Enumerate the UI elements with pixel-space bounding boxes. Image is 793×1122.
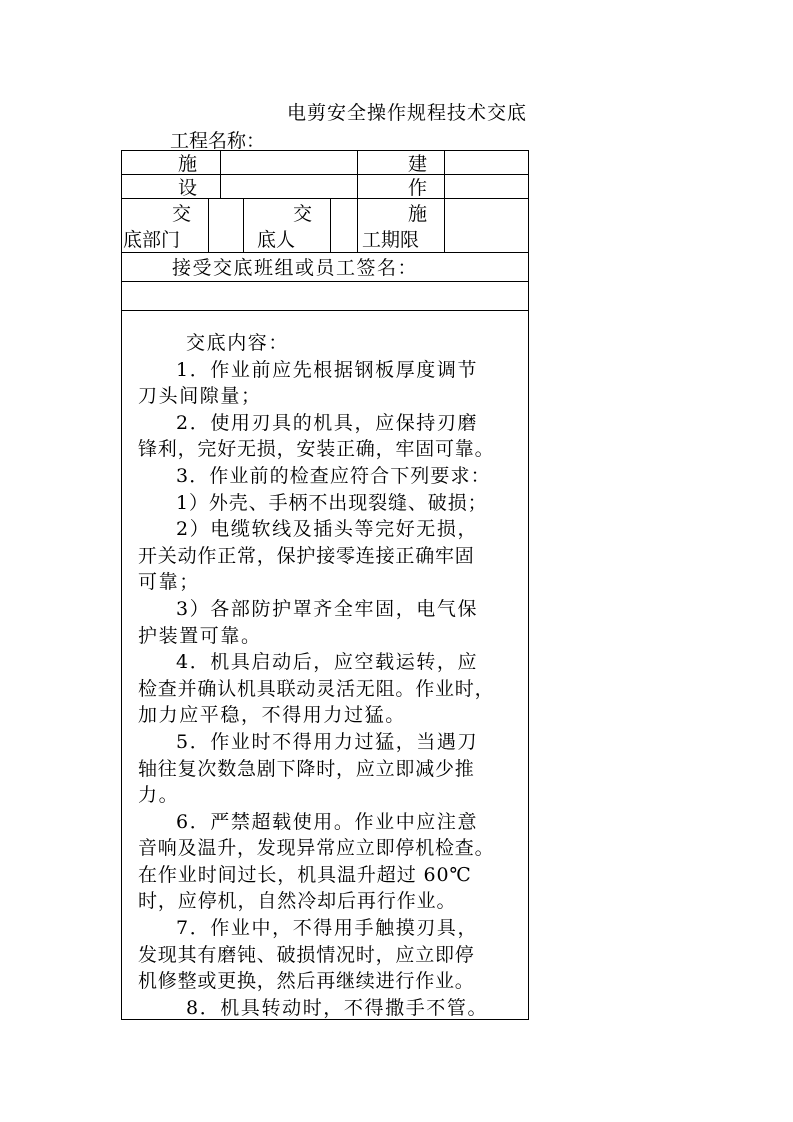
content-line: 1）外壳、手柄不出现裂缝、破损； [176, 491, 488, 514]
document-title: 电剪安全操作规程技术交底 [287, 102, 528, 124]
content-line: 2．使用刃具的机具，应保持刃磨 [176, 411, 479, 434]
content-line: 时，应停机，自然冷却后再行作业。 [138, 890, 457, 913]
table-line [121, 281, 529, 282]
content-line: 8．机具转动时，不得撒手不管。 [186, 996, 489, 1019]
table-line [357, 198, 358, 252]
construction-unit-label-2: 设 [178, 177, 198, 199]
content-line: 5．作业时不得用力过猛，当遇刀 [176, 730, 479, 753]
content-line: 护装置可靠。 [138, 624, 262, 647]
content-line: 轴往复次数急剧下降时，应立即减少推 [138, 757, 475, 780]
content-line: 6．严禁超载使用。作业中应注意 [176, 810, 479, 833]
content-line: 发现其有磨钝、破损情况时，应立即停 [138, 943, 475, 966]
content-line: 力。 [138, 784, 180, 807]
content-line: 在作业时间过长，机具温升超过 60℃ [138, 863, 472, 886]
table-line [357, 150, 358, 198]
content-line: 加力应平稳，不得用力过猛。 [138, 704, 406, 727]
build-label-2: 作 [408, 177, 428, 199]
content-line: 可靠； [138, 571, 200, 594]
table-line [444, 150, 445, 198]
table-line [330, 198, 331, 252]
content-line: 3．作业前的检查应符合下列要求： [176, 464, 491, 487]
disclosure-dept-label-2: 底部门 [123, 229, 181, 251]
content-line: 7．作业中，不得用手触摸刃具， [176, 917, 479, 940]
content-line: 1．作业前应先根据钢板厚度调节 [176, 358, 479, 381]
content-line: 音响及温升，发现异常应立即停机检查。 [138, 837, 495, 860]
table-line [121, 252, 529, 253]
content-line: 3）各部防护罩齐全牢固，电气保 [176, 597, 479, 620]
construction-unit-label: 施 [178, 153, 198, 175]
construction-period-label-2: 工期限 [362, 229, 420, 251]
project-name-label: 工程名称： [170, 130, 266, 152]
discloser-label: 交 [293, 203, 313, 225]
content-line: 4．机具启动后，应空载运转，应 [176, 651, 479, 674]
build-label: 建 [408, 153, 428, 175]
content-heading: 交底内容： [186, 332, 290, 354]
construction-period-label: 施 [408, 203, 428, 225]
content-line: 检查并确认机具联动灵活无阻。作业时， [138, 677, 495, 700]
discloser-label-2: 底人 [257, 229, 296, 251]
table-line [444, 198, 445, 252]
table-line [220, 150, 221, 198]
content-line: 锋利，完好无损，安装正确，牢固可靠。 [138, 438, 495, 461]
signature-label: 接受交底班组或员工签名： [172, 257, 419, 279]
content-line: 开关动作正常，保护接零连接正确牢固 [138, 544, 475, 567]
content-line: 2）电缆软线及插头等完好无损， [176, 518, 479, 541]
content-line: 机修整或更换，然后再继续进行作业。 [138, 970, 475, 993]
table-line [243, 198, 244, 252]
table-line [208, 198, 209, 252]
table-line [121, 310, 529, 311]
content-line: 刀头间隙量； [138, 385, 262, 408]
disclosure-content [138, 330, 510, 1021]
disclosure-dept-label: 交 [172, 203, 192, 225]
